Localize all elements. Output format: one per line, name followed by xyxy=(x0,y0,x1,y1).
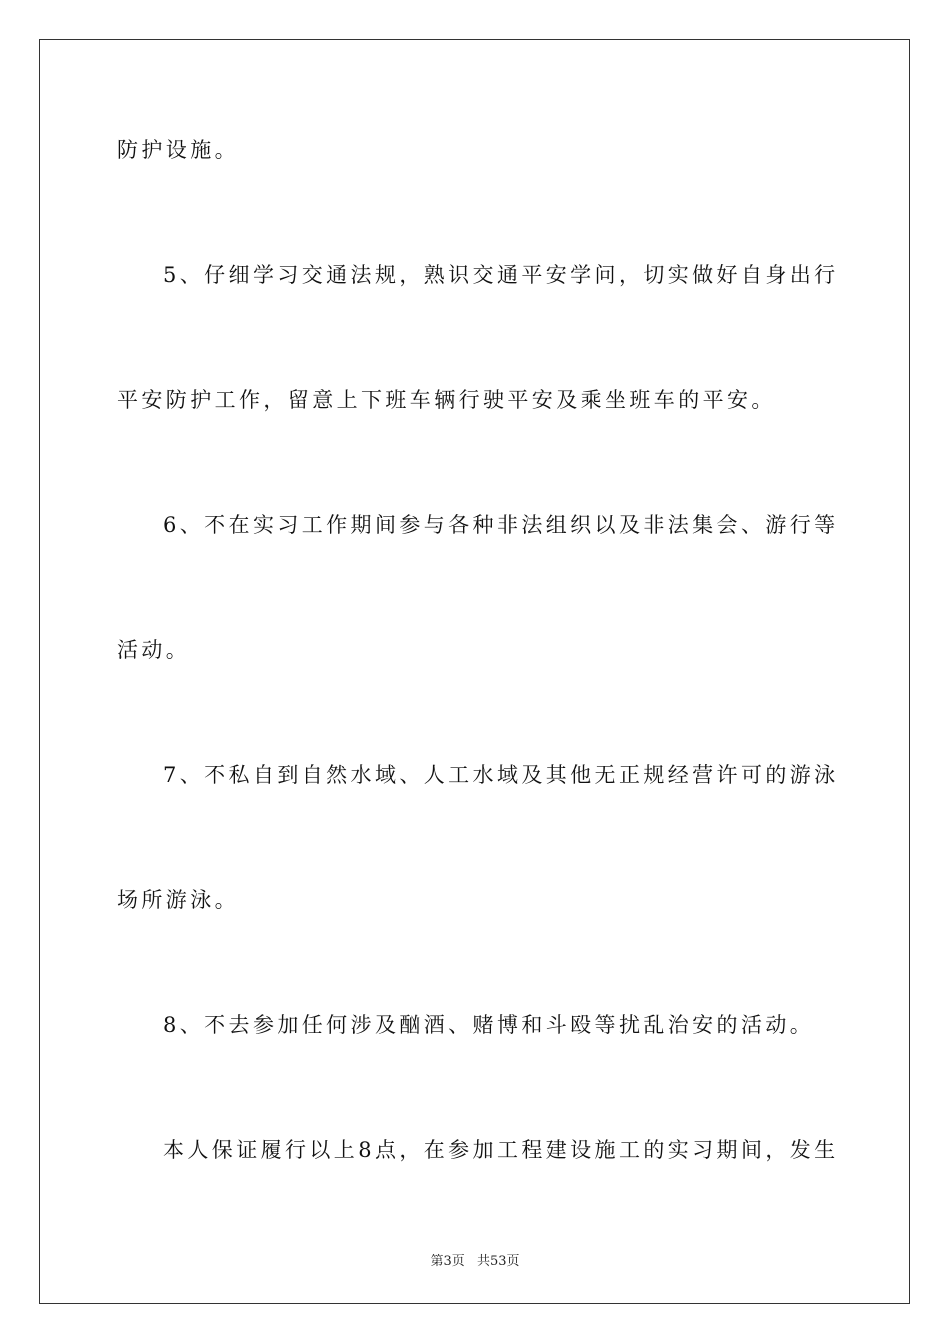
text-line-5: 活动。 xyxy=(117,638,191,662)
page-footer xyxy=(0,1250,950,1269)
text-line-3: 平安防护工作，留意上下班车辆行驶平安及乘坐班车的平安。 xyxy=(117,388,776,412)
text-line-item-6: 6、不在实习工作期间参与各种非法组织以及非法集会、游行等 xyxy=(163,513,839,537)
current-page-label: 第3页 xyxy=(430,1254,465,1269)
total-pages-label: 共53页 xyxy=(476,1254,520,1269)
text-line-1: 防护设施。 xyxy=(117,138,239,162)
page-border xyxy=(39,39,910,1304)
text-line-7: 场所游泳。 xyxy=(117,888,239,912)
text-line-item-8: 8、不去参加任何涉及酗酒、赌博和斗殴等扰乱治安的活动。 xyxy=(163,1013,815,1037)
text-line-item-7: 7、不私自到自然水域、人工水域及其他无正规经营许可的游泳 xyxy=(163,763,839,787)
text-line-pledge: 本人保证履行以上8点，在参加工程建设施工的实习期间，发生 xyxy=(163,1138,839,1162)
text-line-item-5: 5、仔细学习交通法规，熟识交通平安学问，切实做好自身出行 xyxy=(163,263,839,287)
